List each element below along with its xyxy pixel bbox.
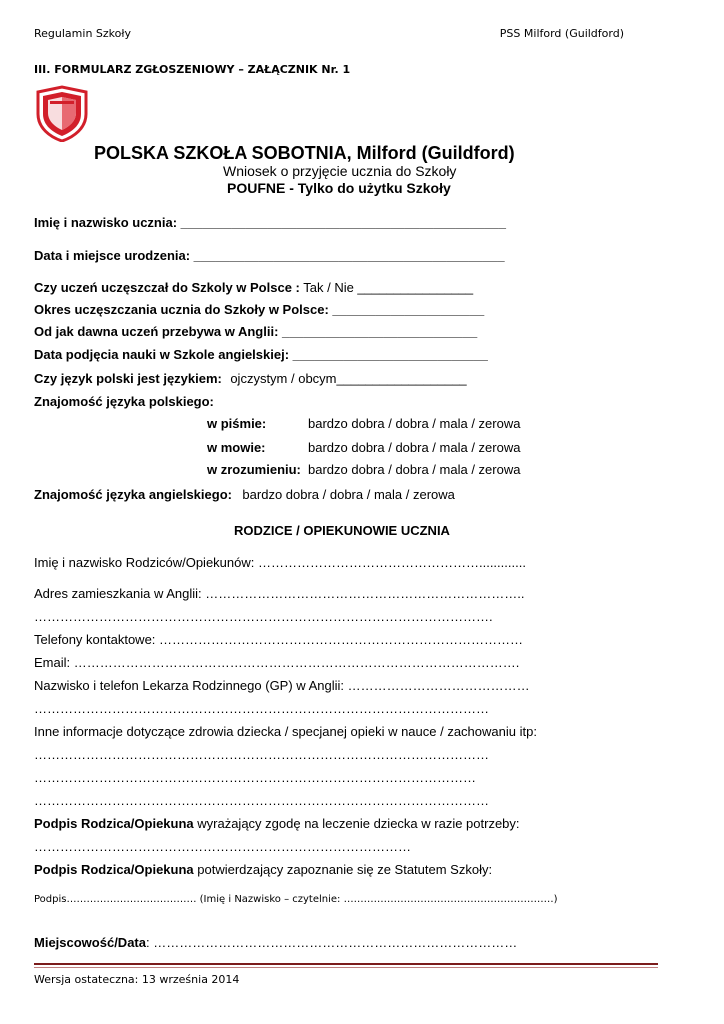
- english-label: Znajomość języka angielskiego:: [34, 487, 232, 502]
- english-row: [34, 486, 455, 504]
- statute-rest: potwierdzający zapoznanie się ze Statutem Szkoły:: [193, 862, 493, 877]
- gp-continued: ……………………………………………………………………………………………: [34, 701, 489, 716]
- health-line-2: …………………………………………………………………………………………: [34, 770, 476, 785]
- health-line-3: ……………………………………………………………………………………………: [34, 793, 489, 808]
- student-name-label: Imię i nazwisko ucznia:: [34, 215, 181, 230]
- language-label: Czy język polski jest językiem:: [34, 371, 222, 386]
- understanding-value: bardzo dobra / dobra / mala / zerowa: [308, 462, 521, 477]
- attended-label: Czy uczeń uczęszczał do Szkoly w Polsce :: [34, 280, 300, 295]
- student-name-row: [34, 215, 506, 230]
- email: Email: ………………………………………………………………………………………….: [34, 655, 520, 670]
- writing-label: w piśmie:: [207, 416, 267, 431]
- start-label: Data podjęcia nauki w Szkole angielskiej:: [34, 347, 293, 362]
- speaking-value: bardzo dobra / dobra / mala / zerowa: [308, 440, 521, 455]
- place-date-row: [34, 935, 517, 950]
- understanding-label: w zrozumieniu:: [207, 462, 301, 477]
- footer-version: Wersja ostateczna: 13 września 2014: [34, 973, 240, 986]
- statute-row: [34, 862, 492, 877]
- language-row: [34, 370, 467, 388]
- school-name: POLSKA SZKOŁA SOBOTNIA, Milford (Guildford): [94, 143, 515, 163]
- consent-bold: Podpis Rodzica/Opiekuna: [34, 816, 194, 831]
- place-date-rest: : …………………………………………………………………………: [146, 935, 518, 950]
- header-left: Regulamin Szkoły: [34, 27, 132, 40]
- attended-value: Tak / Nie ________________: [299, 280, 474, 295]
- period-field: _____________________: [332, 302, 485, 317]
- student-name-field: _____________________________________________: [180, 215, 507, 230]
- polish-label: Znajomość języka polskiego:: [34, 394, 214, 409]
- england-field: ___________________________: [282, 324, 478, 339]
- confidential-note: POUFNE - Tylko do użytku Szkoły: [227, 180, 451, 196]
- address-continued: …………………………………………………………………………………………….: [34, 609, 493, 624]
- header-right: PSS Milford (Guildford): [499, 27, 624, 40]
- start-row: [34, 347, 488, 362]
- section-title: III. FORMULARZ ZGŁOSZENIOWY – ZAŁĄCZNIK Nr. 1: [34, 63, 351, 76]
- health-info: Inne informacje dotyczące zdrowia dziecka / specjanej opieki w nauce / zachowaniu itp:: [34, 724, 537, 739]
- footer-rule-thin: [34, 967, 658, 968]
- language-value: ojczystym / obcym__________________: [230, 371, 467, 386]
- speaking-label: w mowie:: [207, 440, 266, 455]
- place-date-bold: Miejscowość/Data: [34, 935, 146, 950]
- england-row: [34, 324, 477, 339]
- writing-value: bardzo dobra / dobra / mala / zerowa: [308, 416, 521, 431]
- english-value: bardzo dobra / dobra / mala / zerowa: [242, 487, 455, 502]
- attended-row: [34, 279, 473, 297]
- form-subtitle: Wniosek o przyjęcie ucznia do Szkoły: [223, 163, 457, 179]
- parents-heading: RODZICE / OPIEKUNOWIE UCZNIA: [234, 523, 450, 538]
- start-field: ___________________________: [292, 347, 488, 362]
- birth-row: [34, 248, 505, 263]
- england-label: Od jak dawna uczeń przebywa w Anglii:: [34, 324, 283, 339]
- phones: Telefony kontaktowe: …………………………………………………………………………: [34, 632, 524, 647]
- consent-rest: wyrażający zgodę na leczenie dziecka w razie potrzeby:: [193, 816, 520, 831]
- birth-field: ___________________________________________: [193, 248, 505, 263]
- parents-names: Imię i nazwisko Rodziców/Opiekunów: …………………………………………….............: [34, 555, 526, 570]
- consent-line: ……………………………………………………………………………: [34, 839, 411, 854]
- statute-bold: Podpis Rodzica/Opiekuna: [34, 862, 194, 877]
- birth-label: Data i miejsce urodzenia:: [34, 248, 194, 263]
- address: Adres zamieszkania w Anglii: ………………………………………………………………..: [34, 586, 525, 601]
- school-logo-icon: [34, 84, 90, 142]
- period-row: [34, 302, 484, 317]
- footer-rule: [34, 963, 658, 965]
- signature-line: Podpis………………………………… (Imię i Nazwisko – czytelnie: ………………………………………………………): [34, 894, 558, 905]
- gp-info: Nazwisko i telefon Lekarza Rodzinnego (GP) w Anglii: ……………………………………: [34, 678, 530, 693]
- health-line-1: ……………………………………………………………………………………………: [34, 747, 489, 762]
- consent-row: [34, 816, 520, 831]
- period-label: Okres uczęszczania ucznia do Szkoły w Polsce:: [34, 302, 333, 317]
